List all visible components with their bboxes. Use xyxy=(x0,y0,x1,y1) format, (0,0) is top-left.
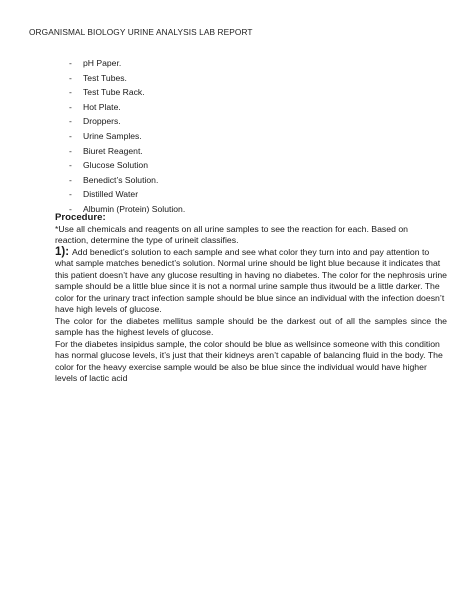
list-item-label: Glucose Solution xyxy=(83,160,148,171)
materials-list xyxy=(69,56,185,217)
procedure-heading: Procedure: xyxy=(55,212,106,223)
list-item-label: Droppers. xyxy=(83,116,121,127)
procedure-section xyxy=(55,211,445,385)
paragraph-diabetes-insipidus: For the diabetes insipidus sample, the color should be blue as wellsince someone with this condition has normal glucose levels, it’s just that their kidneys aren’t capable of balancing fluid in the body. The color for the heavy exercise sample would be also be blue since the individual would have higher levels of lactic acid xyxy=(55,338,443,384)
procedure-note: *Use all chemicals and reagents on all urine samples to see the reaction for each. Based on reaction, determine the type of urineit classifies. xyxy=(55,224,409,246)
list-item xyxy=(69,71,185,86)
step-number: 1): xyxy=(55,245,70,258)
list-item-label: pH Paper. xyxy=(83,58,122,68)
list-bullet: - xyxy=(69,101,72,112)
list-bullet: - xyxy=(69,160,72,171)
list-bullet: - xyxy=(69,145,72,156)
list-bullet: - xyxy=(69,189,72,200)
list-bullet: - xyxy=(69,116,72,127)
list-item xyxy=(69,158,185,173)
list-item-label: Test Tube Rack. xyxy=(83,87,145,98)
list-item xyxy=(69,56,185,71)
paragraph-diabetes-mellitus: The color for the diabetes mellitus sample should be the darkest out of all the samples since the sample has the highest levels of glucose. xyxy=(55,315,447,338)
step-text: Add benedict’s solution to each sample and see what color they turn into and pay attention to what sample matches benedict’s solution. Normal urine should be light blue because it indicates that this patient doesn’t have any glucose resulting in having no diabetes. The color for the nephrosis urine sample should be a little blue since it is not a normal urine sample thus itwould be a little darker. The color for the urinary tract infection sample should be blue since an individual with the infection doesn’t have high levels of glucose. xyxy=(55,246,447,315)
list-item xyxy=(69,144,185,159)
list-bullet: - xyxy=(69,87,72,98)
list-bullet: - xyxy=(69,58,72,68)
list-item xyxy=(69,85,185,100)
list-item xyxy=(69,129,185,144)
list-item-label: Albumin (Protein) Solution. xyxy=(83,203,186,214)
list-bullet: - xyxy=(69,130,72,141)
list-item xyxy=(69,114,185,129)
page-header: ORGANISMAL BIOLOGY URINE ANALYSIS LAB REPORT xyxy=(29,27,253,37)
list-item-label: Urine Samples. xyxy=(83,130,142,141)
list-item-label: Biuret Reagent. xyxy=(83,145,143,156)
list-item-label: Distilled Water xyxy=(83,189,139,200)
list-bullet: - xyxy=(69,174,72,185)
list-item xyxy=(69,100,185,115)
step-1-paragraph xyxy=(55,247,447,316)
list-item-label: Benedict’s Solution. xyxy=(83,174,159,185)
list-item xyxy=(69,173,185,188)
list-item xyxy=(69,187,185,202)
list-bullet: - xyxy=(69,72,72,83)
list-item-label: Test Tubes. xyxy=(83,72,127,83)
list-item-label: Hot Plate. xyxy=(83,101,121,112)
list-bullet: - xyxy=(69,203,72,214)
